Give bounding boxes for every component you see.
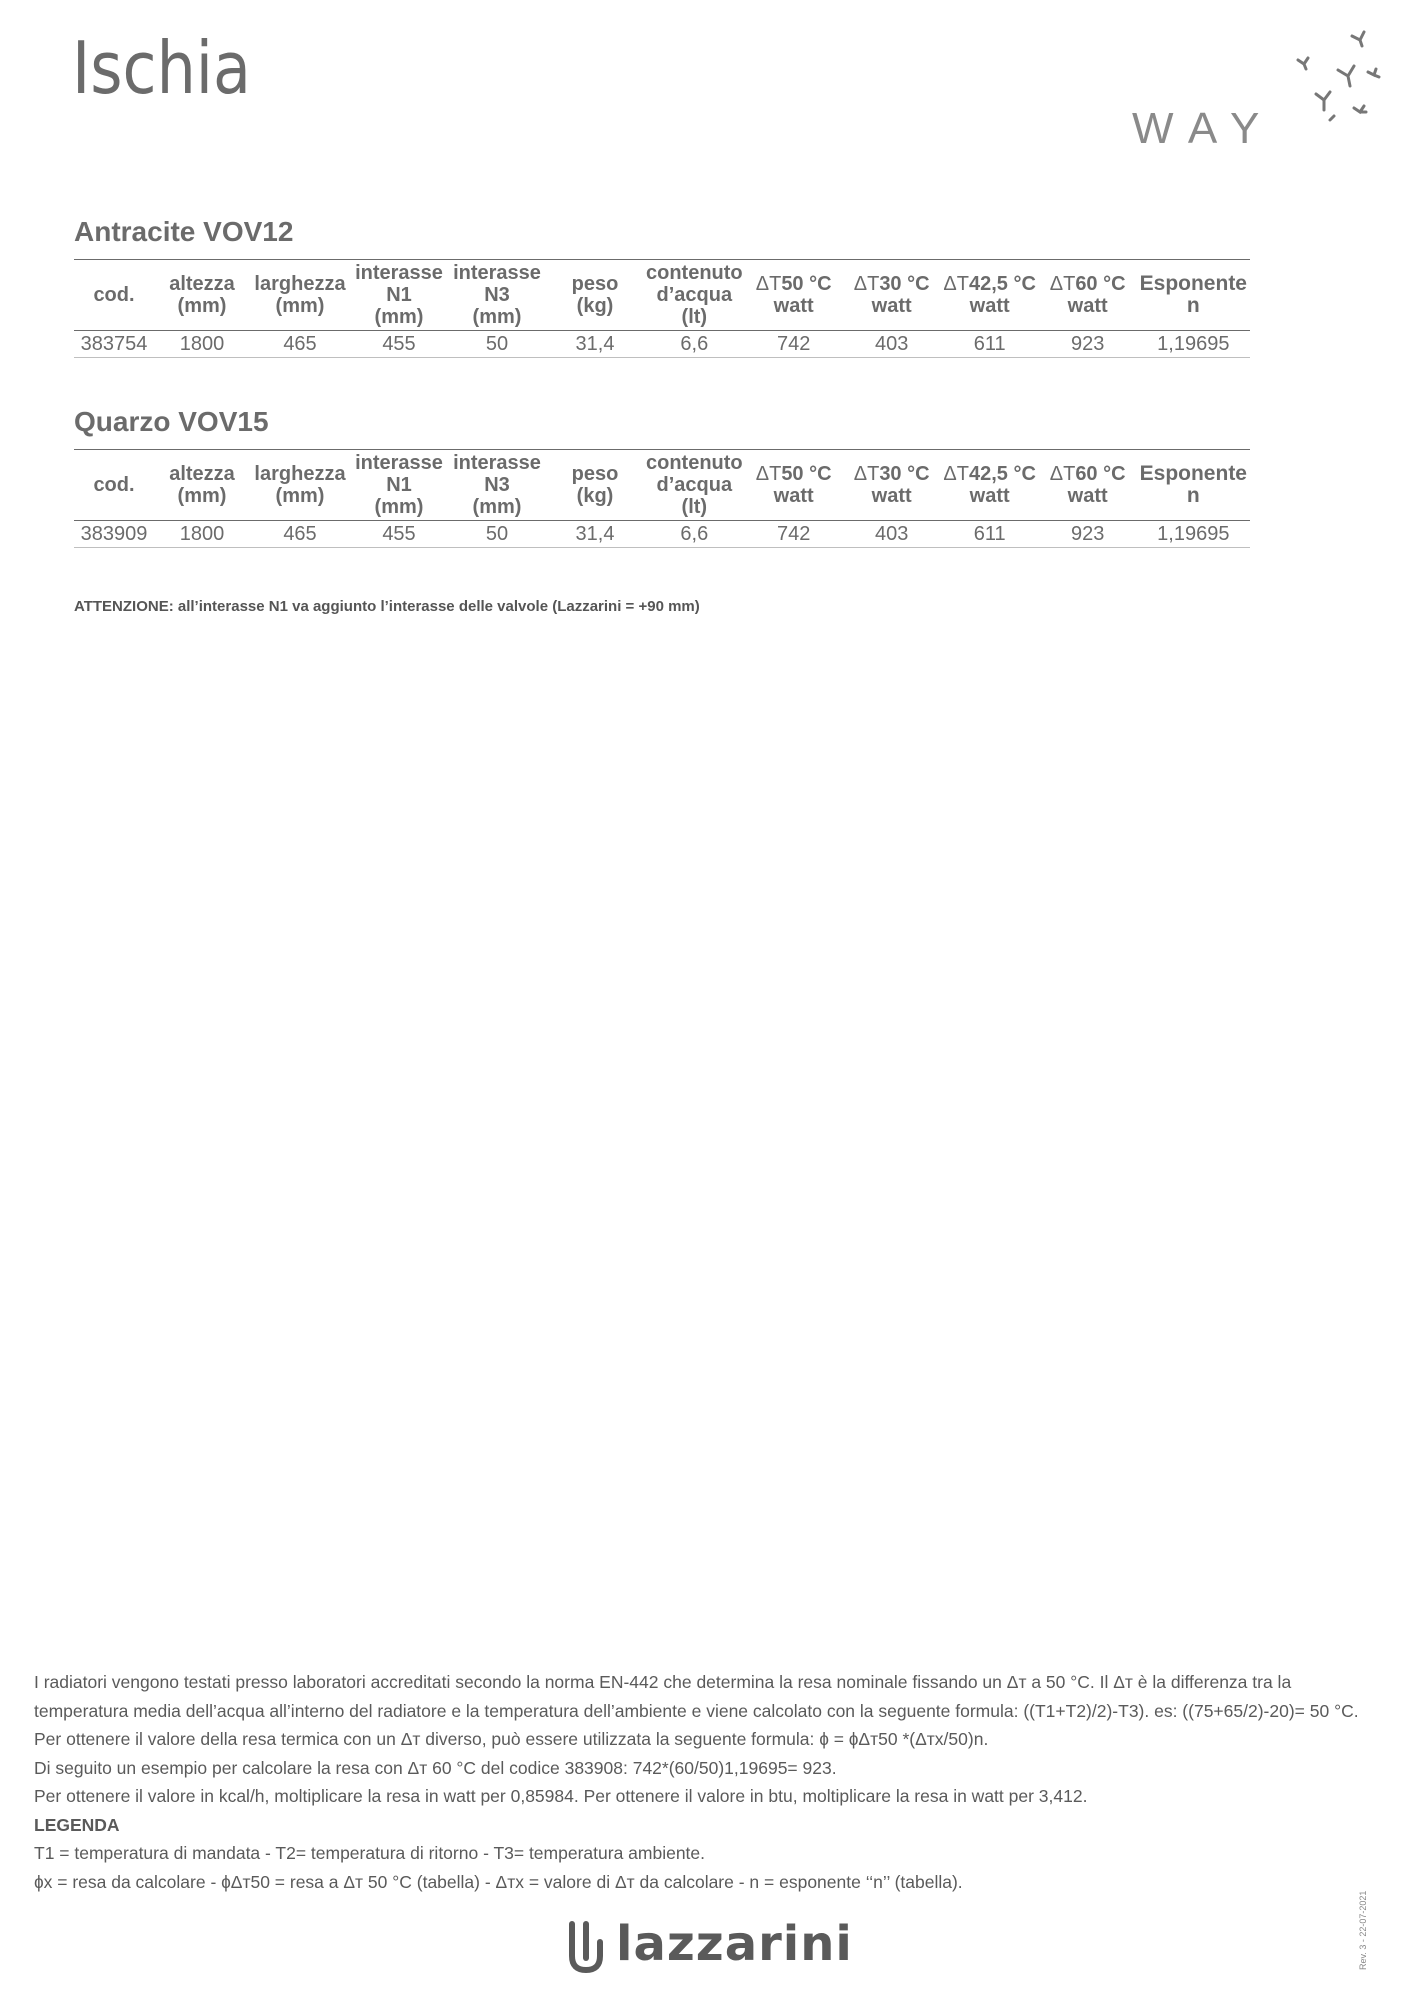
spec-table-quarzo: [74, 449, 1250, 548]
cell-dt30: 403: [843, 521, 941, 548]
col-esponente: Esponente n: [1137, 450, 1250, 521]
col-larghezza: larghezza (mm): [250, 260, 350, 331]
section-title-antracite: Antracite VOV12: [74, 216, 294, 247]
cell-interasse-n3: 50: [448, 331, 546, 358]
cell-dt42: 611: [941, 331, 1039, 358]
cell-cod: 383754: [74, 331, 154, 358]
lazzarini-logo: [566, 1916, 856, 1976]
col-interasse-n3: interasse N3 (mm): [448, 450, 546, 521]
col-interasse-n3: interasse N3 (mm): [448, 260, 546, 331]
cell-peso: 31,4: [546, 331, 644, 358]
lazzarini-mark-icon: [566, 1920, 606, 1974]
cell-altezza: 1800: [154, 331, 250, 358]
footer-paragraph: Di seguito un esempio per calcolare la resa con Δт 60 °C del codice 383908: 742*(60/50)1,19695= 923.: [34, 1757, 837, 1778]
table-header-row: [74, 450, 1250, 521]
cell-esponente: 1,19695: [1137, 331, 1250, 358]
cell-interasse-n1: 455: [350, 331, 448, 358]
cell-interasse-n3: 50: [448, 521, 546, 548]
col-dt50: ΔT50 °C watt: [745, 260, 843, 331]
col-cod: cod.: [74, 260, 154, 331]
section-title-quarzo: Quarzo VOV15: [74, 406, 269, 437]
cell-esponente: 1,19695: [1137, 521, 1250, 548]
col-dt60: ΔT60 °C watt: [1039, 450, 1137, 521]
col-cod: cod.: [74, 450, 154, 521]
spec-table-antracite: [74, 259, 1250, 358]
col-dt42: ΔT42,5 °C watt: [941, 260, 1039, 331]
cell-peso: 31,4: [546, 521, 644, 548]
col-dt50: ΔT50 °C watt: [745, 450, 843, 521]
legenda-title: LEGENDA: [34, 1814, 120, 1835]
col-peso: peso (kg): [546, 450, 644, 521]
lazzarini-logo-text: lazzarini: [616, 1916, 853, 1972]
footer-paragraph: Per ottenere il valore in kcal/h, moltiplicare la resa in watt per 0,85984. Per ottenere il valore in btu, moltiplicare la resa in watt per 3,412.: [34, 1786, 1088, 1806]
revision-label: Rev. 3 - 22-07-2021: [1358, 1890, 1368, 1970]
footer-notes: [34, 1668, 1384, 1896]
col-dt30: ΔT30 °C watt: [843, 260, 941, 331]
legenda-line: T1 = temperatura di mandata - T2= temperatura di ritorno - T3= temperatura ambiente.: [34, 1843, 706, 1863]
cell-interasse-n1: 455: [350, 521, 448, 548]
table-row: [74, 521, 1250, 548]
col-peso: peso (kg): [546, 260, 644, 331]
col-contenuto: contenuto d’acqua (lt): [644, 260, 745, 331]
table-row: [74, 331, 1250, 358]
cell-cod: 383909: [74, 521, 154, 548]
col-larghezza: larghezza (mm): [250, 450, 350, 521]
col-dt60: ΔT60 °C watt: [1039, 260, 1137, 331]
col-interasse-n1: interasse N1 (mm): [350, 450, 448, 521]
footer-paragraph: I radiatori vengono testati presso laboratori accreditati secondo la norma EN-442 che determina la resa nominale fissando un Δт a 50 °C. Il Δт è la differenza tra la temperatura media dell’acqua all’interno del radiatore e la temperatura dell’ambiente e viene calcolato con la seguente formula: ((T1+T2)/2)-T3). es: ((75+65/2)-20)= 50 °C. Per ottenere il valore della resa termica con un Δт diverso, può essere utilizzata la seguente formula: ɸ = ɸΔт50 *(Δтx/50)n.: [34, 1672, 1359, 1749]
cell-altezza: 1800: [154, 521, 250, 548]
col-dt42: ΔT42,5 °C watt: [941, 450, 1039, 521]
cell-dt60: 923: [1039, 331, 1137, 358]
cell-contenuto: 6,6: [644, 331, 745, 358]
cell-contenuto: 6,6: [644, 521, 745, 548]
cell-larghezza: 465: [250, 521, 350, 548]
col-esponente: Esponente n: [1137, 260, 1250, 331]
cell-dt42: 611: [941, 521, 1039, 548]
cell-dt50: 742: [745, 521, 843, 548]
cell-dt60: 923: [1039, 521, 1137, 548]
attenzione-note: ATTENZIONE: all’interasse N1 va aggiunto l’interasse delle valvole (Lazzarini = +90 mm): [74, 598, 700, 615]
cell-larghezza: 465: [250, 331, 350, 358]
cell-dt50: 742: [745, 331, 843, 358]
legenda-line: ɸx = resa da calcolare - ɸΔт50 = resa a Δт 50 °C (tabella) - Δтx = valore di Δт da calcolare - n = esponente ‘‘n’’ (tabella).: [34, 1871, 963, 1892]
cell-dt30: 403: [843, 331, 941, 358]
col-altezza: altezza (mm): [154, 260, 250, 331]
page-title: Ischia: [72, 26, 251, 110]
col-contenuto: contenuto d’acqua (lt): [644, 450, 745, 521]
table-header-row: [74, 260, 1250, 331]
way-logo: [1120, 24, 1390, 153]
col-altezza: altezza (mm): [154, 450, 250, 521]
col-dt30: ΔT30 °C watt: [843, 450, 941, 521]
col-interasse-n1: interasse N1 (mm): [350, 260, 448, 331]
way-logo-text: WAY: [1132, 104, 1276, 153]
